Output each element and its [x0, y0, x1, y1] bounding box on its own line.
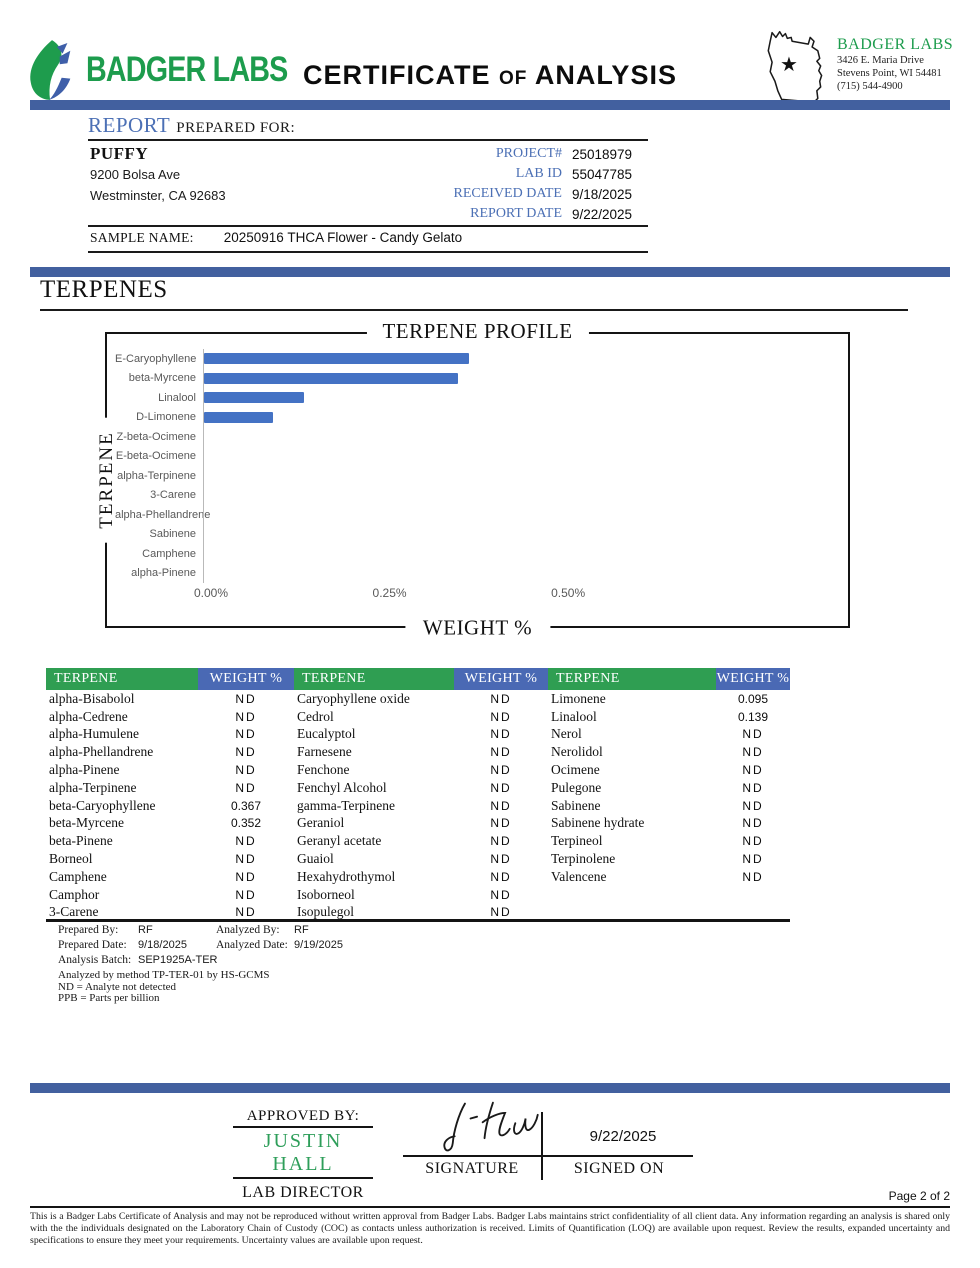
table-row: [46, 743, 790, 761]
chart-x-tick-label: 0.25%: [372, 586, 407, 600]
chart-row: [115, 447, 836, 467]
project-value: 25018979: [572, 146, 633, 162]
labid-value: 55047785: [572, 166, 633, 182]
table-row: [46, 726, 790, 744]
terpene-value-cell: ND: [742, 834, 764, 849]
chart-bar-track: [203, 525, 836, 545]
terpene-value-cell: ND: [490, 816, 512, 831]
terpene-name-cell: Eucalyptol: [297, 726, 356, 742]
chart-x-tick-label: 0.00%: [193, 586, 229, 600]
terpene-value-cell: ND: [490, 763, 512, 778]
report-label: REPORT: [88, 113, 171, 137]
chart-bar-track: [203, 427, 836, 447]
terpene-name-cell: Limonene: [551, 690, 606, 706]
terpene-name-cell: Nerolidol: [551, 744, 603, 760]
received-date-label: RECEIVED DATE: [453, 186, 562, 201]
chart-bar-track: [203, 388, 836, 408]
terpene-value-cell: ND: [742, 763, 764, 778]
approved-by-label: APPROVED BY:: [233, 1108, 373, 1128]
terpene-name-cell: alpha-Pinene: [49, 762, 120, 778]
prepared-by-value: RF: [138, 923, 153, 936]
terpene-name-cell: gamma-Terpinene: [297, 797, 396, 813]
divider-bar-bottom: [30, 1083, 950, 1093]
terpene-value-cell: ND: [235, 834, 257, 849]
terpene-value-cell: ND: [742, 798, 764, 813]
terpene-results-table: [46, 668, 790, 921]
table-row: [46, 832, 790, 850]
terpene-name-cell: Sabinene: [551, 797, 601, 813]
approver-title: LAB DIRECTOR: [242, 1184, 364, 1201]
report-divider-rule: [88, 225, 648, 227]
signature-label: SIGNATURE: [425, 1160, 519, 1177]
terpene-value-cell: ND: [490, 745, 512, 760]
terpene-value-cell: ND: [490, 691, 512, 706]
prepared-date-row: [58, 937, 343, 952]
terpene-name-cell: beta-Caryophyllene: [49, 797, 156, 813]
table-row: [46, 886, 790, 904]
terpene-value-cell: ND: [742, 780, 764, 795]
prepared-by-label: Prepared By:: [58, 923, 119, 936]
report-heading-rule: [88, 139, 648, 141]
leaf-logo-icon: [25, 38, 79, 102]
chart-row: [115, 466, 836, 486]
terpene-name-cell: Isoborneol: [297, 886, 355, 902]
signature-divider: [541, 1112, 543, 1180]
sample-name-value: 20250916 THCA Flower - Candy Gelato: [223, 230, 463, 245]
terpene-value-cell: ND: [235, 852, 257, 867]
terpene-value-cell: ND: [490, 887, 512, 902]
terpene-name-cell: Terpinolene: [551, 851, 616, 867]
received-date-value: 9/18/2025: [572, 186, 633, 202]
table-row: [46, 797, 790, 815]
table-row: [46, 690, 790, 708]
analyzed-by-value: RF: [294, 923, 309, 936]
terpene-value-cell: ND: [235, 763, 257, 778]
terpene-value-cell: ND: [235, 691, 257, 706]
report-date-value: 9/22/2025: [572, 206, 633, 222]
terpene-value-cell: ND: [235, 709, 257, 724]
table-row: [46, 868, 790, 886]
terpene-value-cell: ND: [235, 780, 257, 795]
terpene-profile-chart: [96, 319, 850, 640]
chart-row: [115, 525, 836, 545]
meta-row-received: [412, 184, 648, 204]
prepared-for-label: PREPARED FOR:: [176, 120, 296, 136]
chart-category-label: alpha-Pinene: [131, 567, 196, 580]
divider-bar-top: [30, 100, 950, 110]
terpene-name-cell: Fenchyl Alcohol: [297, 779, 387, 795]
terpene-name-cell: Linalool: [551, 708, 597, 724]
table-row: [46, 708, 790, 726]
chart-category-label: Camphene: [142, 547, 196, 560]
table-row: [46, 850, 790, 868]
chart-bar: [204, 412, 273, 423]
terpene-name-cell: Terpineol: [551, 833, 603, 849]
terpene-value-cell: ND: [490, 905, 512, 920]
terpene-name-cell: Pulegone: [551, 779, 602, 795]
chart-row: [115, 486, 836, 506]
header-weight-2: WEIGHT %: [454, 668, 548, 690]
header-terpene-1: TERPENE: [46, 668, 198, 690]
terpene-name-cell: Ocimene: [551, 762, 600, 778]
chart-title: TERPENE PROFILE: [366, 319, 588, 344]
meta-row-report-date: [412, 204, 648, 224]
terpene-value-cell: ND: [490, 869, 512, 884]
terpene-name-cell: [548, 886, 716, 904]
terpene-name-cell: Geraniol: [297, 815, 345, 831]
report-date-label: REPORT DATE: [470, 206, 562, 221]
terpene-value-cell: ND: [742, 816, 764, 831]
terpene-value-cell: ND: [742, 852, 764, 867]
terpene-value-cell: ND: [490, 834, 512, 849]
client-block: [90, 144, 226, 206]
chart-bar-track: [203, 486, 836, 506]
terpene-name-cell: Farnesene: [297, 744, 352, 760]
terpene-value-cell: ND: [235, 745, 257, 760]
terpene-name-cell: Isopulegol: [297, 904, 354, 920]
terpene-value-cell: ND: [742, 745, 764, 760]
prepared-date-value: 9/18/2025: [138, 938, 187, 951]
chart-category-label: E-beta-Ocimene: [115, 450, 196, 463]
chart-bar: [204, 373, 458, 384]
terpenes-section-title: TERPENES: [40, 276, 168, 303]
signature-block: [403, 1098, 693, 1188]
signature-icon: [431, 1098, 581, 1154]
sample-name-row: [90, 229, 462, 247]
table-row: [46, 761, 790, 779]
terpene-name-cell: Caryophyllene oxide: [297, 690, 410, 706]
chart-bar-track: [203, 369, 836, 389]
lab-phone: (715) 544-4900: [837, 81, 903, 92]
table-header-row: [46, 668, 790, 690]
chart-bar: [204, 353, 469, 364]
terpene-name-cell: alpha-Terpinene: [49, 779, 137, 795]
analysis-batch-label: Analysis Batch:: [58, 953, 132, 966]
project-label: PROJECT#: [495, 146, 562, 161]
chart-plot-area: [115, 349, 836, 583]
header-weight-3: WEIGHT %: [716, 668, 790, 690]
chart-category-label: beta-Myrcene: [128, 372, 196, 385]
terpene-name-cell: Cedrol: [297, 708, 334, 724]
header-weight-1: WEIGHT %: [198, 668, 294, 690]
chart-bar-track: [203, 544, 836, 564]
terpene-name-cell: Geranyl acetate: [297, 833, 382, 849]
nd-note: ND = Analyte not detected: [58, 980, 177, 993]
chart-bar-track: [203, 466, 836, 486]
approver-name: JUSTIN HALL: [233, 1128, 373, 1179]
method-note: Analyzed by method TP-TER-01 by HS-GCMS: [58, 969, 270, 981]
terpene-value-cell: 0.352: [230, 816, 262, 831]
chart-bar: [204, 392, 304, 403]
analyzed-date-value: 9/19/2025: [294, 938, 343, 951]
chart-bar-track: [203, 564, 836, 584]
header-terpene-2: TERPENE: [294, 668, 454, 690]
chart-category-label: Linalool: [158, 391, 196, 404]
approved-by-block: [233, 1108, 373, 1202]
chart-category-label: alpha-Terpinene: [117, 469, 196, 482]
terpene-value-cell: 0.139: [737, 709, 769, 724]
client-name: PUFFY: [90, 144, 149, 163]
disclaimer-text: This is a Badger Labs Certificate of Analysis and may not be reproduced without written approval from Badger Labs. Badger Labs maintains strict confidentiality of all client data. Any information regarding an analysis is shared only with the the individuals designated on the Laboratory Chain of Custody (COC) as contacts unless authorization is received. Limits of Quantification (LOQ) are available upon request. Review the results, expanded uncertainty and specifications to ensure they meet your requirements. Uncertainty values are available upon request.: [30, 1211, 950, 1247]
terpene-value-cell: ND: [490, 852, 512, 867]
lab-name: BADGER LABS: [837, 36, 954, 53]
terpene-name-cell: Camphene: [49, 868, 107, 884]
terpene-name-cell: alpha-Humulene: [49, 726, 139, 742]
chart-category-label: alpha-Phellandrene: [115, 508, 211, 521]
terpene-value-cell: ND: [742, 727, 764, 742]
table-row: [46, 815, 790, 833]
terpene-value-cell: ND: [490, 709, 512, 724]
chart-row: [115, 408, 836, 428]
terpene-value-cell: ND: [235, 887, 257, 902]
terpene-name-cell: Borneol: [49, 851, 93, 867]
header-terpene-3: TERPENE: [548, 668, 716, 690]
sample-name-label: SAMPLE NAME:: [90, 230, 194, 245]
lab-address-block: [756, 26, 953, 106]
chart-row: [115, 349, 836, 369]
terpene-value-cell: 0.095: [737, 691, 769, 706]
analysis-details: [58, 922, 343, 1005]
terpene-value-cell: ND: [235, 905, 257, 920]
terpene-value-cell: ND: [490, 798, 512, 813]
client-address-line1: 9200 Bolsa Ave: [90, 167, 181, 182]
chart-x-axis-title: WEIGHT %: [405, 616, 550, 641]
terpene-name-cell: Valencene: [551, 868, 607, 884]
terpene-value-cell: 0.367: [230, 798, 262, 813]
analysis-batch-row: [58, 952, 343, 967]
brand-wordmark: BADGER LABS: [86, 50, 288, 89]
terpenes-section-rule: [40, 309, 908, 311]
chart-row: [115, 427, 836, 447]
signed-on-label: SIGNED ON: [573, 1160, 665, 1177]
table-row: [46, 779, 790, 797]
report-info-section: [88, 113, 648, 255]
document-title: CERTIFICATE OF ANALYSIS: [303, 60, 677, 90]
page-number: Page 2 of 2: [888, 1189, 950, 1203]
prepared-date-label: Prepared Date:: [58, 938, 127, 951]
wisconsin-map-icon: [756, 26, 832, 106]
terpene-name-cell: Hexahydrothymol: [297, 868, 396, 884]
client-address-line2: Westminster, CA 92683: [90, 188, 226, 203]
terpene-value-cell: ND: [490, 727, 512, 742]
labid-label: LAB ID: [515, 166, 562, 181]
chart-row: [115, 505, 836, 525]
terpene-name-cell: beta-Myrcene: [49, 815, 124, 831]
signed-date: 9/22/2025: [589, 1128, 657, 1145]
meta-row-project: [412, 144, 648, 164]
terpene-name-cell: 3-Carene: [49, 904, 99, 920]
ppb-note: PPB = Parts per billion: [58, 992, 160, 1004]
report-heading: [88, 113, 648, 138]
chart-row: [115, 544, 836, 564]
analyzed-by-label: Analyzed By:: [216, 923, 280, 936]
terpene-name-cell: Nerol: [551, 726, 582, 742]
report-meta: [412, 144, 648, 224]
terpene-name-cell: alpha-Cedrene: [49, 708, 128, 724]
terpene-name-cell: Camphor: [49, 886, 100, 902]
analysis-batch-value: SEP1925A-TER: [138, 953, 218, 966]
lab-info: [837, 26, 953, 106]
chart-category-label: 3-Carene: [150, 489, 196, 502]
chart-category-label: Sabinene: [149, 528, 196, 541]
map-star-icon: ★: [780, 54, 798, 76]
terpene-value-cell: ND: [742, 869, 764, 884]
prepared-by-row: [58, 922, 343, 937]
lab-address-line2: Stevens Point, WI 54481: [837, 68, 942, 79]
chart-bar-track: [203, 505, 836, 525]
terpene-value-cell: [716, 886, 790, 904]
terpene-name-cell: beta-Pinene: [49, 833, 113, 849]
chart-row: [115, 388, 836, 408]
terpene-name-cell: Fenchone: [297, 762, 350, 778]
terpene-value-cell: ND: [235, 869, 257, 884]
footer-rule: [30, 1206, 950, 1208]
chart-row: [115, 369, 836, 389]
lab-address-line1: 3426 E. Maria Drive: [837, 55, 924, 66]
signature-rule: [403, 1155, 693, 1157]
sample-bottom-rule: [88, 251, 648, 253]
terpene-name-cell: alpha-Bisabolol: [49, 690, 135, 706]
chart-row: [115, 564, 836, 584]
terpene-name-cell: alpha-Phellandrene: [49, 744, 154, 760]
terpene-name-cell: Sabinene hydrate: [551, 815, 645, 831]
analyzed-date-label: Analyzed Date:: [216, 938, 288, 951]
chart-x-tick-label: 0.50%: [551, 586, 586, 600]
chart-bar-track: [203, 447, 836, 467]
terpene-value-cell: ND: [235, 727, 257, 742]
chart-category-label: E-Caryophyllene: [115, 352, 197, 365]
terpene-name-cell: Guaiol: [297, 851, 334, 867]
chart-bar-track: [203, 349, 836, 369]
meta-row-labid: [412, 164, 648, 184]
chart-y-axis-title: TERPENE: [96, 417, 118, 542]
chart-category-label: D-Limonene: [136, 411, 196, 424]
terpene-value-cell: ND: [490, 780, 512, 795]
divider-bar-terpenes: [30, 267, 950, 277]
chart-bar-track: [203, 408, 836, 428]
chart-category-label: Z-beta-Ocimene: [116, 430, 196, 443]
chart-x-axis-ticks: [193, 586, 836, 602]
